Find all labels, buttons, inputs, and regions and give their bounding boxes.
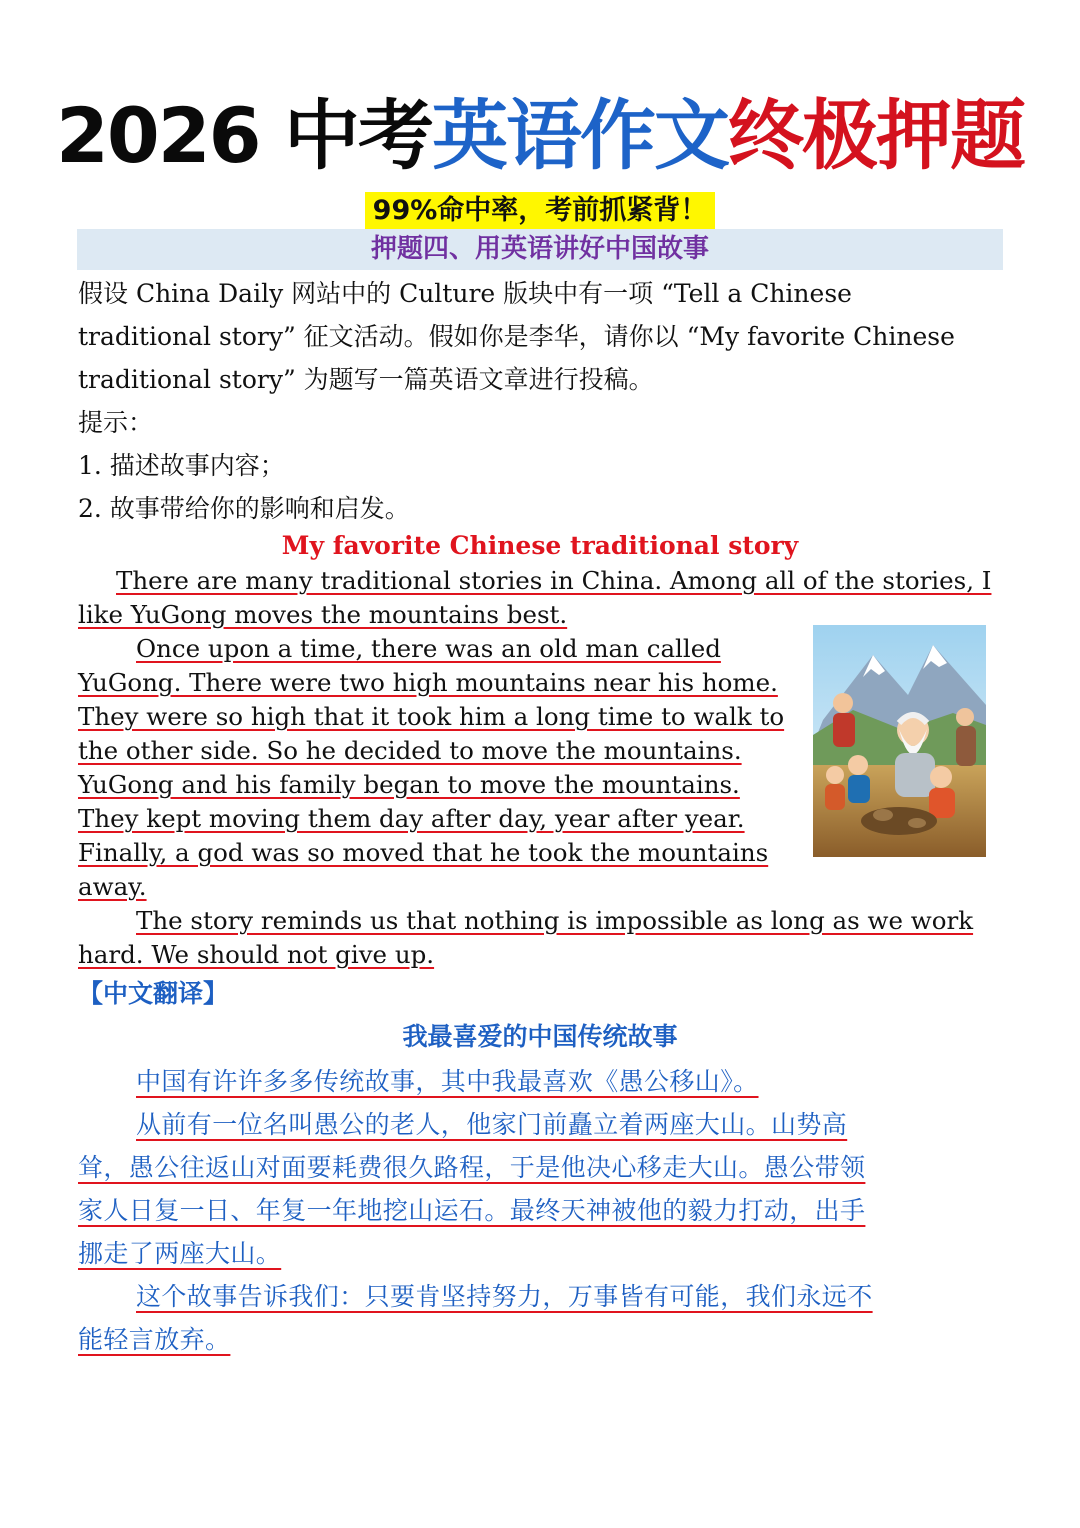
essay-line: Finally, a god was so moved that he took the mountains (78, 838, 769, 867)
translation-line: 耸，愚公往返山对面要耗费很久路程，于是他决心移走大山。愚公带领 (78, 1153, 866, 1182)
translation-line: 挪走了两座大山。 (78, 1239, 282, 1268)
translation-body (78, 1060, 1008, 1361)
translation-title: 我最喜爱的中国传统故事 (402, 1022, 678, 1051)
essay-line: The story reminds us that nothing is impossible as long as we work (136, 906, 974, 935)
essay-line: the other side. So he decided to move the mountains. (78, 736, 742, 765)
translation-line: 从前有一位名叫愚公的老人，他家门前矗立着两座大山。山势高 (136, 1110, 848, 1139)
essay-title: My favorite Chinese traditional story (281, 531, 799, 560)
essay-line: YuGong and his family began to move the mountains. (78, 770, 740, 799)
essay-line: There are many traditional stories in China. Among all of the stories, I (116, 566, 992, 595)
essay-line: They were so high that it took him a long time to walk to (78, 702, 785, 731)
essay-line: YuGong. There were two high mountains near his home. (78, 668, 778, 697)
translation-line: 家人日复一日、年复一年地挖山运石。最终天神被他的毅力打动，出手 (78, 1196, 866, 1225)
essay-paragraph-2 (78, 632, 808, 904)
essay-paragraph-3 (78, 904, 1008, 972)
hint-item: 2. 故事带给你的影响和启发。 (78, 494, 410, 523)
section-heading: 押题四、用英语讲好中国故事 (77, 229, 1003, 270)
translation-line: 能轻言放弃。 (78, 1325, 231, 1354)
translation-label: 【中文翻译】 (78, 979, 229, 1008)
title-part-year: 2026 中考 (56, 91, 432, 180)
yugong-illustration (813, 625, 986, 857)
subtitle-row (0, 192, 1080, 230)
writing-prompt (78, 272, 1008, 530)
essay-line: away. (78, 872, 147, 901)
prompt-line: traditional story” 征文活动。假如你是李华，请你以 “My favorite Chinese (78, 322, 955, 351)
subtitle-highlight: 99%命中率，考前抓紧背！ (365, 192, 716, 230)
essay-line: hard. We should not give up. (78, 940, 435, 969)
essay-line: like YuGong moves the mountains best. (78, 600, 568, 629)
prompt-line: traditional story” 为题写一篇英语文章进行投稿。 (78, 365, 654, 394)
translation-line: 中国有许许多多传统故事，其中我最喜欢《愚公移山》。 (136, 1067, 759, 1096)
page-title (0, 88, 1080, 184)
prompt-line: 假设 China Daily 网站中的 Culture 版块中有一项 “Tell a Chinese (78, 279, 852, 308)
title-part-subject: 英语作文 (431, 91, 728, 180)
hint-item: 1. 描述故事内容； (78, 451, 285, 480)
hint-label: 提示： (78, 408, 154, 437)
title-part-topic: 终极押题 (727, 91, 1024, 180)
essay-line: They kept moving them day after day, year after year. (78, 804, 745, 833)
essay-paragraph-1 (78, 564, 1008, 632)
essay-line: Once upon a time, there was an old man called (136, 634, 721, 663)
translation-line: 这个故事告诉我们：只要肯坚持努力，万事皆有可能，我们永远不 (136, 1282, 873, 1311)
